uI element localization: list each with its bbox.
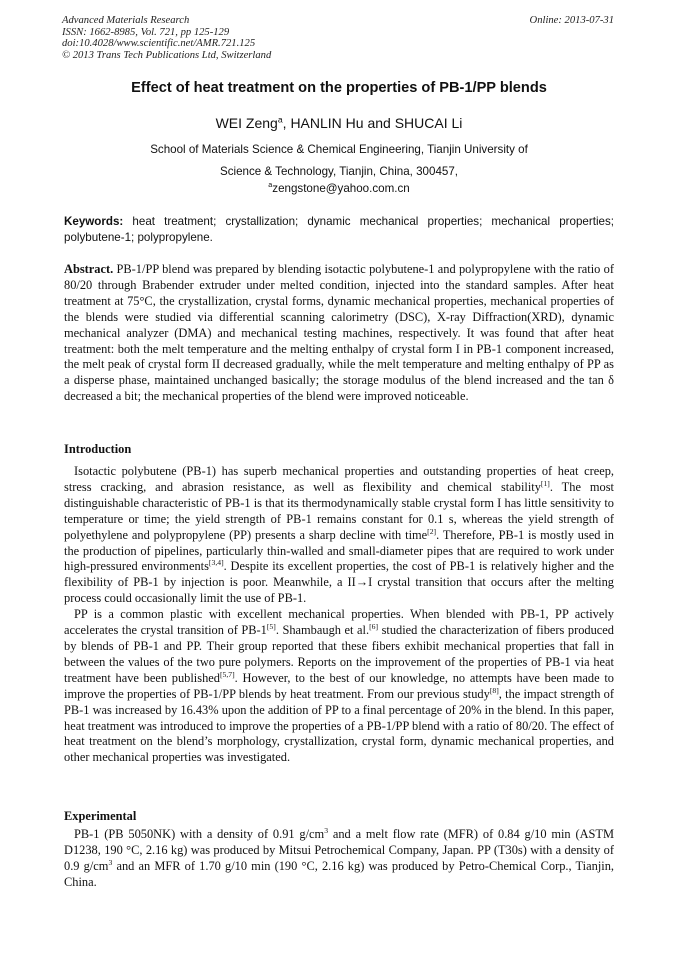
exp-paragraph-1: [64, 827, 614, 891]
experimental-body: [64, 827, 614, 891]
intro-p2-text-e: , the impact strength of PB-1 was increased by 16.43% upon the addition of PP to a final percentage of 20% in the blend. In this paper, heat treatment was introduced to improve the properties of a PB-1/PP blend with a ratio of 80/20. The effect of heat treatment on the blend’s morphology, crystallization, crystal form, dynamic mechanical properties, and other mechanical properties was investigated.: [64, 686, 614, 765]
citation: [2]: [427, 526, 437, 536]
email-superscript: a: [268, 180, 273, 190]
citation: [6]: [369, 621, 379, 631]
copyright-line: © 2013 Trans Tech Publications Ltd, Switzerland: [62, 49, 272, 61]
affiliation: [0, 139, 678, 182]
affiliation-line-2: Science & Technology, Tianjin, China, 300457,: [219, 164, 459, 178]
citation: [5,7]: [219, 669, 235, 679]
journal-header: [62, 15, 271, 61]
abstract-text: PB-1/PP blend was prepared by blending isotactic polybutene-1 and polypropylene with the ratio of 80/20 through Brabender extruder under melted condition, injected into the standard samples. After heat treatment at 75°C, the crystallization, crystal forms, dynamic mechanical properties, mechanical properties of the blends were studied via differential scanning calorimetry (DSC), X-ray Diffraction(XRD), dynamic mechanical analyzer (DMA) and mechanical testing machines, respectively. It was found that after heat treatment: both the melt temperature and the melting enthalpy of crystal form I in PB-1 component increased, the melt peak of crystal form II decreased gradually, while the melt temperature and melting enthalpy of PP as a disperse phase, maintained unchanged basically; the storage modulus of the blend increased and the tan δ decreased a bit; the mechanical properties of the blend were improved noticeable.: [64, 262, 614, 404]
intro-p1-text-a: Isotactic polybutene (PB-1) has superb mechanical properties and outstanding properties of heat creep, stress cracking, and abrasion resistance, as well as flexibility and chemical stability: [64, 464, 614, 494]
exp-p1-text-c: and an MFR of 1.70 g/10 min (190 °C, 2.16 kg) was produced by Petro-Chemical Corp., Tianjin, China.: [64, 858, 614, 889]
intro-p2-text-c: studied the characterization of fibers produced by blends of PB-1 and PP. Their group reported that these fibers exhibit mechanical properties that fall in between the values of the two pure polymers. Reports on the improvement of the properties of PB-1 via heat treatment have been published: [64, 623, 614, 685]
paper-title: Effect of heat treatment on the properties of PB-1/PP blends: [131, 80, 547, 96]
affiliation-line-1: School of Materials Science & Chemical Engineering, Tianjin University of: [150, 143, 528, 156]
online-date: Online: 2013-07-31: [529, 15, 614, 26]
intro-p1-text-b: . The most distinguishable characteristic of PB-1 is that its thermodynamically stable crystal form I has little sensitivity to temperature or time; the yield strength of PB-1 remains constant for 0.1 s, whereas the yield strength of polyethylene and polypropylene (PP) presents a sharp decline with time: [64, 479, 614, 542]
author-first: WEI Zeng: [215, 115, 278, 131]
abstract-block: [64, 262, 614, 405]
journal-name: Advanced Materials Research: [62, 15, 190, 26]
author-line: [0, 115, 678, 131]
introduction-body: [64, 464, 614, 766]
introduction-heading: Introduction: [64, 442, 132, 456]
intro-p2-text-b: . Shambaugh et al.: [275, 623, 370, 638]
issn-line: ISSN: 1662-8985, Vol. 721, pp 125-129: [62, 26, 230, 38]
intro-p1-text-d: . Despite its excellent properties, the cost of PB-1 is relatively higher and the flexibility of PB-1 by injection is poor. Meanwhile, a II→I crystal transition that occurs after the melting process could occasionally limit the use of PB-1.: [64, 559, 614, 606]
author-superscript: a: [277, 114, 283, 125]
unit-superscript: 3: [324, 825, 329, 835]
keywords-label: Keywords:: [64, 215, 124, 228]
intro-p2-text-d: . However, to the best of our knowledge, no attempts have been made to improve the properties of PB-1/PP blends by heat treatment. From our previous study: [64, 670, 615, 701]
email-address: zengstone@yahoo.com.cn: [272, 182, 410, 195]
citation: [1]: [540, 478, 550, 488]
intro-paragraph-2: [64, 607, 614, 766]
citation: [5]: [266, 621, 276, 631]
intro-p1-text-c: . Therefore, PB-1 is mostly used in the production of pipelines, particularly thin-walled and small-diameter pipes that are required to work under high-pressured environments: [64, 527, 614, 574]
abstract-label: Abstract.: [64, 262, 114, 276]
author-rest: , HANLIN Hu and SHUCAI Li: [282, 115, 463, 131]
doi-line: doi:10.4028/www.scientific.net/AMR.721.125: [62, 38, 256, 50]
author-email: [0, 182, 678, 195]
experimental-heading: Experimental: [64, 809, 137, 823]
keywords-block: [64, 214, 614, 245]
unit-superscript: 3: [108, 857, 113, 867]
citation: [8]: [489, 685, 499, 695]
exp-p1-text-b: and a melt flow rate (MFR) of 0.84 g/10 min (ASTM D1238, 190 °C, 2.16 kg) was produced by Mitsui Petrochemical Company, Japan. PP (T30s) with a density of 0.9 g/cm: [64, 827, 614, 873]
exp-p1-text-a: PB-1 (PB 5050NK) with a density of 0.91 g/cm: [74, 827, 325, 841]
citation: [3,4]: [208, 558, 224, 568]
intro-paragraph-1: [64, 464, 614, 607]
keywords-text: heat treatment; crystallization; dynamic mechanical properties; mechanical properties; polybutene-1; polypropylene.: [64, 215, 614, 244]
intro-p2-text-a: PP is a common plastic with excellent mechanical properties. When blended with PB-1, PP actively accelerates the crystal transition of PB-1: [64, 607, 614, 638]
